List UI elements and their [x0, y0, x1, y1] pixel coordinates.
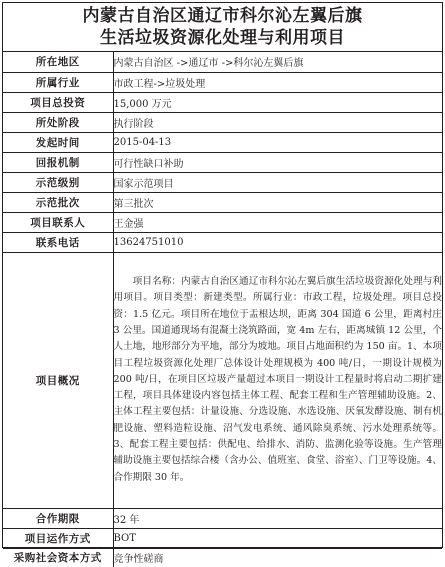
row-return-mechanism [3, 152, 442, 172]
label-overview: 项目概况 [3, 252, 113, 508]
project-info-sheet [2, 2, 443, 566]
label-total-investment: 项目总投资 [3, 92, 113, 112]
value-demo-batch: 第三批次 [113, 192, 442, 212]
label-procurement-method: 采购社会资本方式 [3, 548, 113, 567]
value-total-investment: 15,000 万元 [113, 92, 442, 112]
value-operation-mode: BOT [113, 528, 442, 548]
row-demo-level [3, 172, 442, 192]
row-cooperation-period [3, 508, 442, 528]
label-start-date: 发起时间 [3, 132, 113, 152]
project-info-table [3, 52, 442, 567]
label-operation-mode: 项目运作方式 [3, 528, 113, 548]
label-region: 所在地区 [3, 52, 113, 72]
value-return-mechanism: 可行性缺口补助 [113, 152, 442, 172]
label-return-mechanism: 回报机制 [3, 152, 113, 172]
title-line-2: 生活垃圾资源化处理与利用项目 [100, 28, 345, 48]
row-operation-mode [3, 528, 442, 548]
label-cooperation-period: 合作期限 [3, 508, 113, 528]
label-contact-person: 项目联系人 [3, 212, 113, 232]
label-contact-phone: 联系电话 [3, 232, 113, 252]
label-stage: 所处阶段 [3, 112, 113, 132]
row-region [3, 52, 442, 72]
row-overview [3, 252, 442, 508]
value-overview: 项目名称：内蒙古自治区通辽市科尔沁左翼后旗生活垃圾资源化处理与利用项目。项目类型：新建类型。所属行业：市政工程，垃圾处理。项目总投资：1.5 亿元。项目所在地位于盂根达坝，距离 304 国道 6 公里，距离村庄 3 公里。国道通现场有混凝土浇筑路面，宽 4m 左右，距离城镇 12 公里，个人土地，地形部分为平地，部分为坡地。项目占地面积约为 150 亩。1、本项目工程垃圾资源化处理厂总体设计处理规模为 400 吨/日，一期设计规模为 200 吨/日，在项目区垃圾产量超过本项目一期设计工程量时将启动二期扩建工程，项目具体建设内容包括主体工程、配套工程和生产管理辅助设施。2、主体工程主要包括：计量设施、分选设施、水选设施、厌氧发酵设施、制有机肥设施、塑料造粒设施、沼气发电系统、通风除臭系统、污水处理系统等。3、配套工程主要包括：供配电、给排水、消防、监测化验等设施。生产管理辅助设施主要包括综合楼（含办公、值班室、食堂、浴室）、门卫等设施。4、合作期限 30 年。 [113, 252, 442, 508]
title-line-1: 内蒙古自治区通辽市科尔沁左翼后旗 [82, 6, 363, 26]
row-contact-person [3, 212, 442, 232]
value-demo-level: 国家示范项目 [113, 172, 442, 192]
value-industry: 市政工程->垃圾处理 [113, 72, 442, 92]
value-region: 内蒙古自治区 ->通辽市 ->科尔沁左翼后旗 [113, 52, 442, 72]
value-start-date: 2015-04-13 [113, 132, 442, 152]
row-stage [3, 112, 442, 132]
value-contact-phone: 13624751010 [113, 232, 442, 252]
value-stage: 执行阶段 [113, 112, 442, 132]
row-demo-batch [3, 192, 442, 212]
row-procurement-method [3, 548, 442, 567]
value-cooperation-period: 32 年 [113, 508, 442, 528]
row-start-date [3, 132, 442, 152]
label-demo-level: 示范级别 [3, 172, 113, 192]
value-contact-person: 王金强 [113, 212, 442, 232]
label-demo-batch: 示范批次 [3, 192, 113, 212]
document-title [3, 3, 442, 52]
value-procurement-method: 竞争性磋商 [113, 548, 442, 567]
label-industry: 所属行业 [3, 72, 113, 92]
row-industry [3, 72, 442, 92]
row-contact-phone [3, 232, 442, 252]
row-total-investment [3, 92, 442, 112]
